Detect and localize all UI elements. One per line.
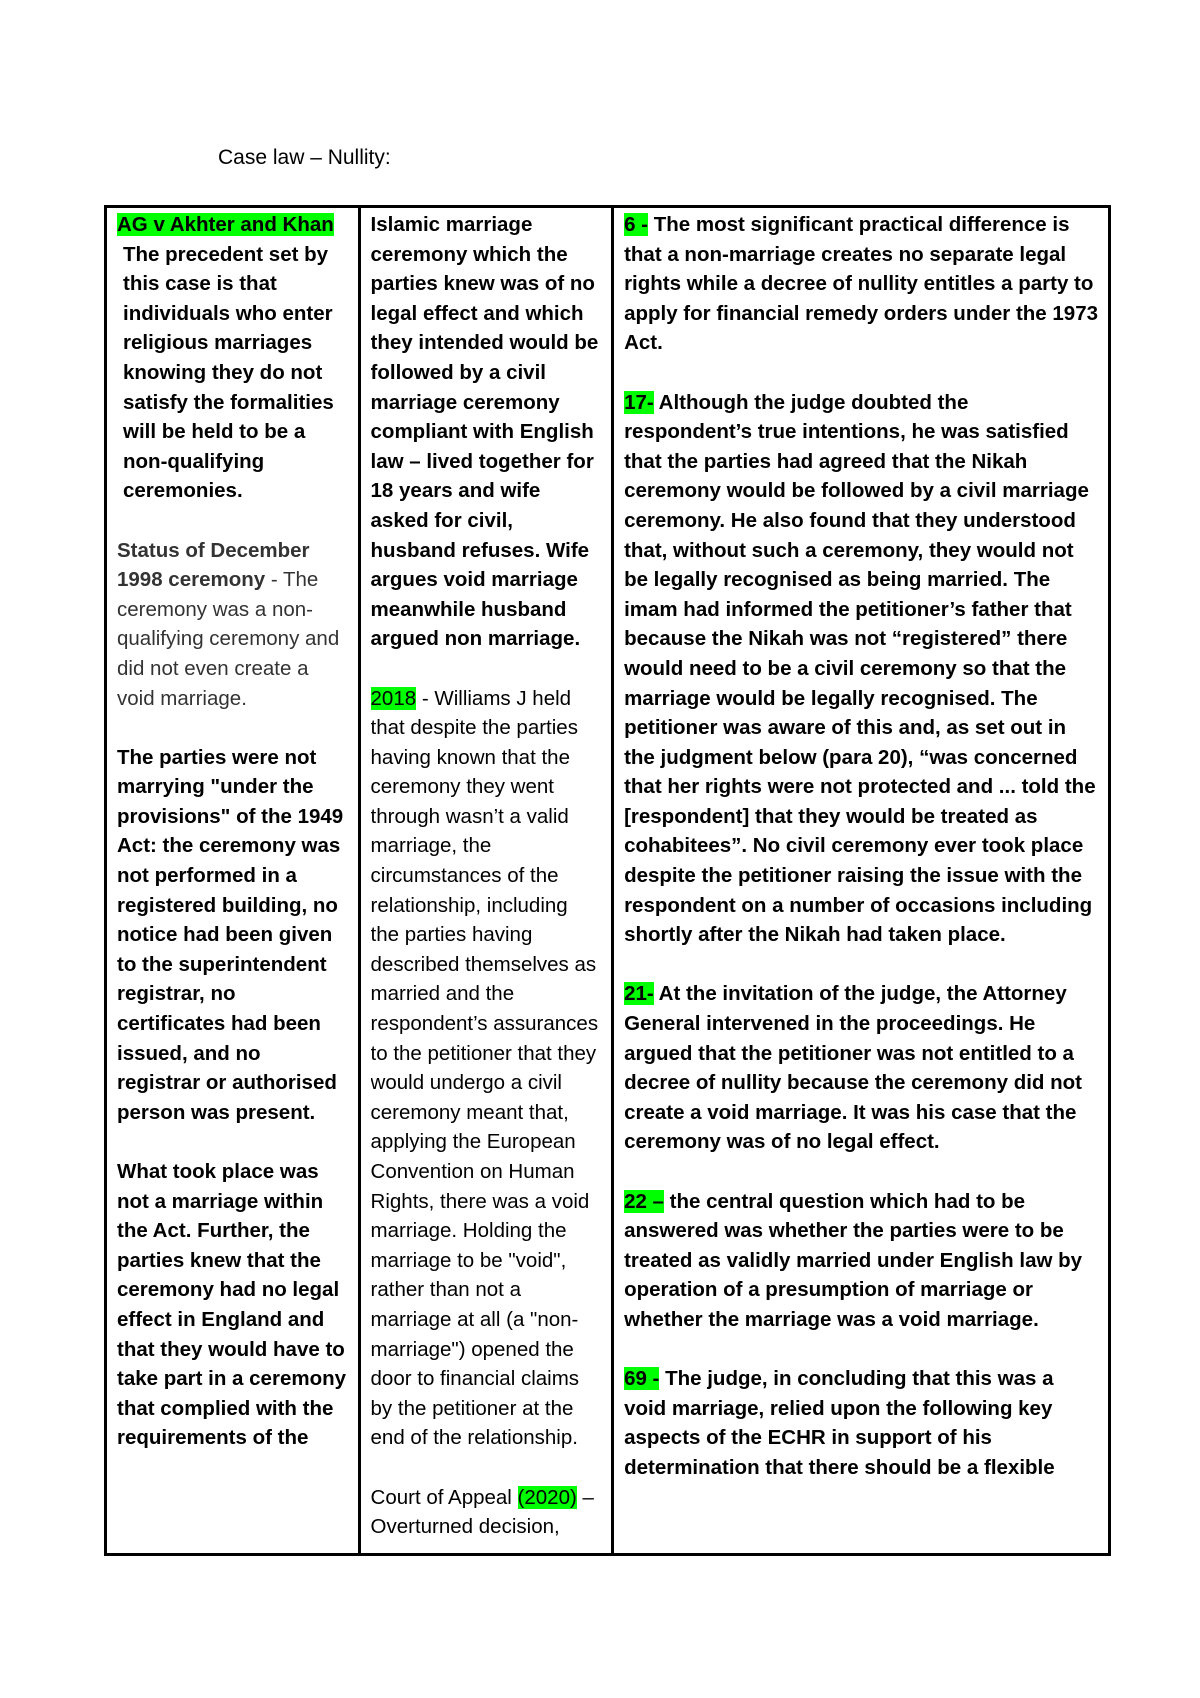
- paragraph-number: 22 –: [624, 1189, 664, 1213]
- year-2018-highlight: 2018: [370, 686, 417, 710]
- held-2018-text: - Williams J held that despite the parties having known that the ceremony they went through wasn’t a valid marriage, the circumstances of the relationship, including the parties having described themselves as married and the respondent’s assurances to the petitioner that they would undergo a civil ceremony meant that, applying the European Convention on Human Rights, there was a void marriage. Holding the marriage to be "void", rather than not a marriage at all (a "non-marriage") opened the door to financial claims by the petitioner at the end of the relationship.: [370, 686, 599, 1450]
- paragraph-6: 6 - The most significant practical difference is that a non-marriage creates no separate legal rights while a decree of nullity entitles a party to apply for financial remedy orders under the 1973 Act.: [624, 213, 1098, 355]
- paragraph-number: 6 -: [624, 213, 648, 236]
- year-2020-highlight: (2020): [517, 1485, 577, 1509]
- status-text: - The ceremony was a non-qualifying ceremony and did not even create a void marriage.: [117, 568, 340, 710]
- page-title: Case law – Nullity:: [218, 146, 391, 169]
- appeal-suffix: – Overturned decision,: [370, 1485, 594, 1539]
- column-judgment-paragraphs: [613, 207, 1110, 1555]
- what-took-place-text: What took place was not a marriage within the Act. Further, the parties knew that the ceremony had no legal effect in England and that they would have to take part in a ceremony that complied with the requirements of the: [117, 1160, 347, 1450]
- paragraph-number: 69 -: [624, 1367, 660, 1391]
- table-row: [106, 207, 1110, 1555]
- paragraph-21: 21- At the invitation of the judge, the Attorney General intervened in the proceedings. He argued that the petitioner was not entitled to a decree of nullity because the ceremony did not create a void marriage. It was his case that the ceremony was of no legal effect.: [624, 982, 1083, 1154]
- paragraph-number: 21-: [624, 982, 654, 1006]
- parties-text: The parties were not marrying "under the provisions" of the 1949 Act: the ceremony was not performed in a registered building, no notice had been given to the superintendent registrar, no certificates had been issued, and no registrar or authorised person was present.: [117, 745, 344, 1124]
- column-case-summary: [106, 207, 360, 1555]
- paragraph-69: 69 - The judge, in concluding that this was a void marriage, relied upon the following key aspects of the ECHR in support of his determination that there should be a flexible: [624, 1367, 1055, 1479]
- appeal-prefix: Court of Appeal: [370, 1485, 518, 1509]
- paragraph-22: 22 – the central question which had to be answered was whether the parties were to be treated as validly married under English law by operation of a presumption of marriage or whether the marriage was a void marriage.: [624, 1189, 1083, 1331]
- case-table: [104, 205, 1111, 1556]
- paragraph-17: 17- Although the judge doubted the respondent’s true intentions, he was satisfied that the parties had agreed that the Nikah ceremony would be followed by a civil marriage ceremony. He also found that they understood that, without such a ceremony, they would not be legally recognised as being married. The imam had informed the petitioner’s father that because the Nikah was not “registered” there would need to be a civil ceremony so that the marriage would be legally recognised. The petitioner was aware of this and, as set out in the judgment below (para 20), “was concerned that her rights were not protected and ... told the [respondent] that they would be treated as cohabitees”. No civil ceremony ever took place despite the petitioner raising the issue with the respondent on a number of occasions including shortly after the Nikah had taken place.: [624, 390, 1096, 947]
- column-facts: [359, 207, 613, 1555]
- facts-intro: Islamic marriage ceremony which the parties knew was of no legal effect and which they intended would be followed by a civil marriage ceremony compliant with English law – lived together for 18 years and wife asked for civil, husband refuses. Wife argues void marriage meanwhile husband argued non marriage.: [370, 213, 599, 651]
- precedent-text: The precedent set by this case is that individuals who enter religious marriages knowing they do not satisfy the formalities will be held to be a non-qualifying ceremonies.: [123, 242, 334, 503]
- status-heading: Status of December 1998 ceremony: [117, 538, 310, 592]
- paragraph-number: 17-: [624, 390, 654, 414]
- case-name-highlight: AG v Akhter and Khan: [117, 213, 334, 236]
